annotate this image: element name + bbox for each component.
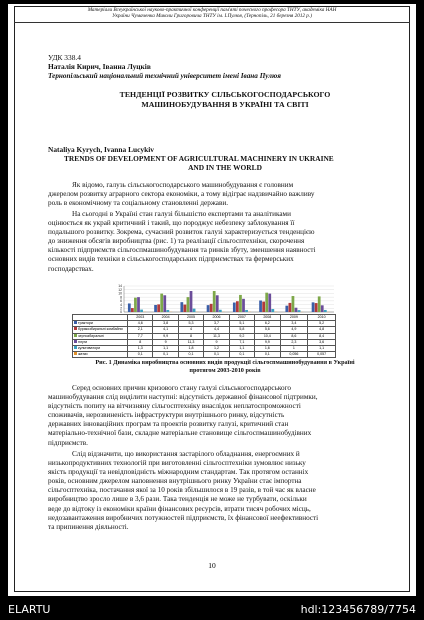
year-header-cell: 2008 (255, 315, 280, 321)
caption-line-1: Рис. 1 Динаміка виробництва основних видів продукції сільгоспмашинобудування в Україні (95, 359, 355, 366)
value-cell: 0,1 (229, 352, 254, 358)
value-cell: 0,056 (280, 352, 308, 358)
value-cell: 1,6 (255, 345, 280, 351)
text-line: Як відомо, галузь сільськогосподарського машинобудування є головним (72, 181, 294, 189)
bar-2003-2 (131, 308, 134, 312)
value-cell: 5,6 (255, 327, 280, 333)
bar-2005-5 (193, 309, 196, 312)
text-line: основних видів техніки в сільськогосподарських підприємствах та фермерських (48, 255, 294, 264)
bar-2008-1 (259, 300, 262, 312)
title-ua-line-1: ТЕНДЕНЦІЇ РОЗВИТКУ СІЛЬСЬКОГОСПОДАРСЬКОГО (119, 90, 331, 99)
value-cell: 4,9 (280, 327, 308, 333)
title-en (48, 154, 402, 172)
authors-en: Nataliya Kyrych, Ivanna Lucykiv (48, 145, 154, 154)
bar-2004-3 (160, 294, 163, 312)
bar-2008-5 (271, 309, 274, 312)
bar-2004-5 (166, 310, 169, 312)
header-line-1: Матеріали Всеукраїнської науково-практичної конференції пам'яті почесного професора ТНТУ, академіка НАН (87, 7, 337, 13)
series-label-cell (73, 352, 128, 358)
bar-2003-4 (137, 297, 140, 312)
text-line: подальшого розвитку. Зокрема, сучасний розвиток галузі характеризується тенденцією (48, 228, 315, 237)
value-cell: 2,1 (128, 327, 153, 333)
bar-2010-3 (318, 296, 321, 312)
series-name: зернозбиральні (78, 333, 104, 338)
bar-2010-2 (315, 303, 318, 312)
text-line: веде до відтоку із економіки країни фінансових ресурсів, втрати тисяч робочих місць, (48, 504, 311, 513)
header-rule (14, 22, 410, 23)
viewer-footer-bar (0, 598, 424, 620)
text-line: років, основним джерелом наповнення внутрішнього ринку України стає імпортна (48, 477, 302, 486)
bar-2007-2 (236, 301, 239, 312)
title-en-line-2: AND IN THE WORLD (188, 163, 262, 172)
year-header-cell: 2006 (204, 315, 229, 321)
chart-data-table (72, 314, 336, 358)
series-name: плуги (78, 339, 88, 344)
value-cell: 1,8 (178, 345, 203, 351)
text-line: матеріально-технічної бази, складне матеріальне становище сільгоспмашинобудівних (48, 429, 312, 438)
text-line: відсутність попиту на вітчизняну сільгосптехніку внаслідок неплатоспроможності (48, 402, 301, 411)
series-label-cell (73, 327, 128, 333)
bar-2009-5 (298, 310, 301, 312)
bar-2006-1 (207, 305, 210, 312)
udk-code: УДК 338.4 (48, 53, 81, 62)
legend-swatch (74, 321, 77, 324)
value-cell: 1,2 (204, 345, 229, 351)
bar-2003-3 (134, 298, 137, 312)
paragraph-4 (48, 450, 402, 532)
header-line-2: України Чумаченка Миколи Григоровича ТНТУ ім. І.Пулюя, (Тернопіль, 21 березня 2012 р.) (112, 13, 312, 20)
text-line: державних інноваційних програм та проектів розвитку галузі, критичний стан (48, 420, 289, 429)
value-cell: 3,4 (280, 321, 308, 327)
text-line: роль в економічному та соціальному становленні держави. (48, 199, 229, 208)
bar-2009-1 (285, 306, 288, 312)
bar-2004-4 (163, 295, 166, 312)
paragraph-1 (48, 181, 402, 208)
caption-line-2: протягом 2003-2010 років (189, 366, 261, 374)
bar-2007-5 (245, 310, 248, 312)
figure-caption (48, 359, 402, 374)
value-cell: 0,057 (308, 352, 336, 358)
value-cell: 4 (178, 327, 203, 333)
authors-ua: Наталія Кирич, Іванна Луцків (48, 62, 151, 71)
value-cell: 3,7 (204, 321, 229, 327)
bar-2007-1 (233, 303, 236, 312)
bar-2006-2 (210, 304, 213, 312)
conference-header (16, 7, 408, 19)
value-cell: 5,2 (308, 321, 336, 327)
text-line: господарствах. (48, 264, 94, 273)
value-cell: 1,1 (229, 345, 254, 351)
value-cell: 3,8 (153, 321, 178, 327)
text-line: На сьогодні в Україні стан галузі більшістю експертами та аналітиками (72, 210, 291, 218)
value-cell: 7,7 (128, 333, 153, 339)
text-line: якість продукції та невідповідність міжнародним стандартам. Так протягом останніх (48, 468, 309, 477)
y-tick-label: 8 (120, 295, 122, 300)
bar-2005-2 (184, 305, 187, 312)
value-cell: 1 (280, 345, 308, 351)
value-cell: 11,3 (178, 339, 203, 345)
bar-2010-4 (321, 305, 324, 312)
value-cell: 0,1 (153, 352, 178, 358)
value-cell: 0,1 (128, 352, 153, 358)
y-tick-label: 12 (118, 287, 122, 292)
bar-2006-5 (219, 310, 222, 312)
paragraph-3 (48, 384, 402, 448)
document-page (8, 4, 416, 596)
value-cell: 4,1 (153, 327, 178, 333)
bar-2005-3 (187, 297, 190, 312)
year-header-cell: 2003 (128, 315, 153, 321)
text-line: споживачів, нерозвиненість інфраструктури внутрішнього ринку, відсутність (48, 411, 285, 420)
value-cell: 5,3 (178, 321, 203, 327)
affiliation: Тернопільський національний технічний університет імені Івана Пулюя (48, 72, 281, 80)
value-cell: 9,9 (255, 339, 280, 345)
value-cell: 9 (153, 339, 178, 345)
bar-2010-1 (312, 302, 315, 312)
series-name: трактори (78, 321, 93, 326)
bar-2004-2 (157, 304, 160, 312)
bar-2003-1 (128, 303, 131, 312)
value-cell: 1,3 (128, 345, 153, 351)
y-tick-label: 2 (120, 306, 122, 311)
year-header-cell: 2007 (229, 315, 254, 321)
series-name: культиватори (78, 346, 101, 351)
text-line: джерелом розвитку аграрного сектора економіки, а тому відіграє надзвичайно важливу (48, 190, 315, 199)
value-cell: 2,3 (280, 339, 308, 345)
series-name: бурякозбиральні комбайни (78, 327, 123, 332)
y-tick-label: 0 (120, 310, 122, 315)
text-line: виробництво зросло лише в 3,6 рази. Така тенденція не може не турбувати, оскільки (48, 495, 307, 504)
bar-2007-3 (239, 295, 242, 312)
value-cell: 5,1 (229, 321, 254, 327)
value-cell: 0,1 (255, 352, 280, 358)
y-tick-label: 4 (120, 302, 122, 307)
y-tick-label: 6 (120, 299, 122, 304)
title-en-line-1: TRENDS OF DEVELOPMENT OF AGRICULTURAL MACHINERY IN UKRAINE (64, 154, 334, 163)
value-cell: 8,6 (280, 333, 308, 339)
bar-2005-4 (190, 291, 193, 312)
bar-2006-4 (216, 295, 219, 312)
paragraph-2 (48, 210, 402, 274)
value-cell: 5,8 (229, 327, 254, 333)
legend-swatch (74, 346, 77, 349)
bar-2006-3 (213, 291, 216, 312)
value-cell: 0,1 (178, 352, 203, 358)
text-line: Слід відзначити, що використання застарілого обладнання, енергоємних й (72, 450, 300, 458)
value-cell: 11,3 (204, 333, 229, 339)
table-row (73, 352, 336, 358)
year-header-cell: 2010 (308, 315, 336, 321)
y-tick-label: 14 (118, 284, 122, 289)
value-cell: 9 (204, 339, 229, 345)
repository-name: ELARTU (8, 603, 51, 616)
bar-2007-4 (242, 299, 245, 312)
bar-2009-4 (295, 308, 298, 312)
series-name: жатки (78, 352, 88, 357)
bar-2005-1 (180, 302, 183, 312)
bar-2010-5 (324, 310, 327, 312)
year-header-cell: 2005 (178, 315, 203, 321)
value-cell: 4,8 (308, 327, 336, 333)
text-line: недозавантаження виробничих потужностей підприємств, їх фінансової неефективності (48, 513, 319, 522)
value-cell: 8,4 (308, 333, 336, 339)
text-line: машинобудування слід виділити наступні: відсутність державної фінансової підтримки, (48, 393, 318, 402)
text-line: оцінюється як украй критичний і такий, що породжує небезпеку заблокування її (48, 219, 295, 228)
year-header-cell: 2004 (153, 315, 178, 321)
value-cell: 3,6 (308, 339, 336, 345)
bar-2004-1 (154, 305, 157, 312)
bar-2008-2 (262, 302, 265, 312)
value-cell: 9,2 (229, 333, 254, 339)
legend-swatch (74, 334, 77, 337)
legend-swatch (74, 327, 77, 330)
value-cell: 7,1 (229, 339, 254, 345)
value-cell: 4,6 (128, 321, 153, 327)
value-cell: 1,1 (153, 345, 178, 351)
value-cell: 8 (178, 333, 203, 339)
value-cell: 1,1 (308, 345, 336, 351)
text-line: та припинення діяльності. (48, 522, 129, 531)
y-tick-label: 10 (118, 291, 122, 296)
legend-swatch (74, 340, 77, 343)
bar-2009-3 (292, 296, 295, 312)
value-cell: 9,9 (153, 333, 178, 339)
text-line: кількості підприємств сільгоспмашинобудування та ринків збуту, зменшення наявності (48, 246, 316, 255)
text-line: підприємств. (48, 438, 88, 447)
value-cell: 10,4 (255, 333, 280, 339)
bar-2009-2 (289, 303, 292, 312)
bar-2008-3 (265, 293, 268, 312)
text-line: низькопродуктивних технологій при виготовленні сільгосптехніки зумовлює низьку (48, 459, 306, 468)
title-ua-line-2: МАШИНОБУДУВАННЯ В УКРАЇНІ ТА СВІТІ (141, 99, 309, 109)
year-header-cell: 2009 (280, 315, 308, 321)
legend-swatch (74, 352, 77, 355)
value-cell: 0,1 (204, 352, 229, 358)
bar-2003-5 (140, 310, 143, 312)
value-cell: 8 (128, 339, 153, 345)
value-cell: 6,2 (255, 321, 280, 327)
title-ua (48, 90, 402, 109)
text-line: Серед основних причин кризового стану галузі сільськогосподарського (72, 384, 291, 392)
bar-2008-4 (268, 294, 271, 312)
text-line: до зниження обсягів виробництва (рис. 1) та реалізації сільгосптехніки, скорочення (48, 237, 305, 246)
page-number: 10 (208, 561, 216, 570)
value-cell: 4,4 (204, 327, 229, 333)
handle-id: hdl:123456789/7754 (300, 603, 416, 616)
text-line: сільгосптехніка, постачання якої за 10 років збільшилося в 19 разів, в той час як власне (48, 486, 316, 495)
